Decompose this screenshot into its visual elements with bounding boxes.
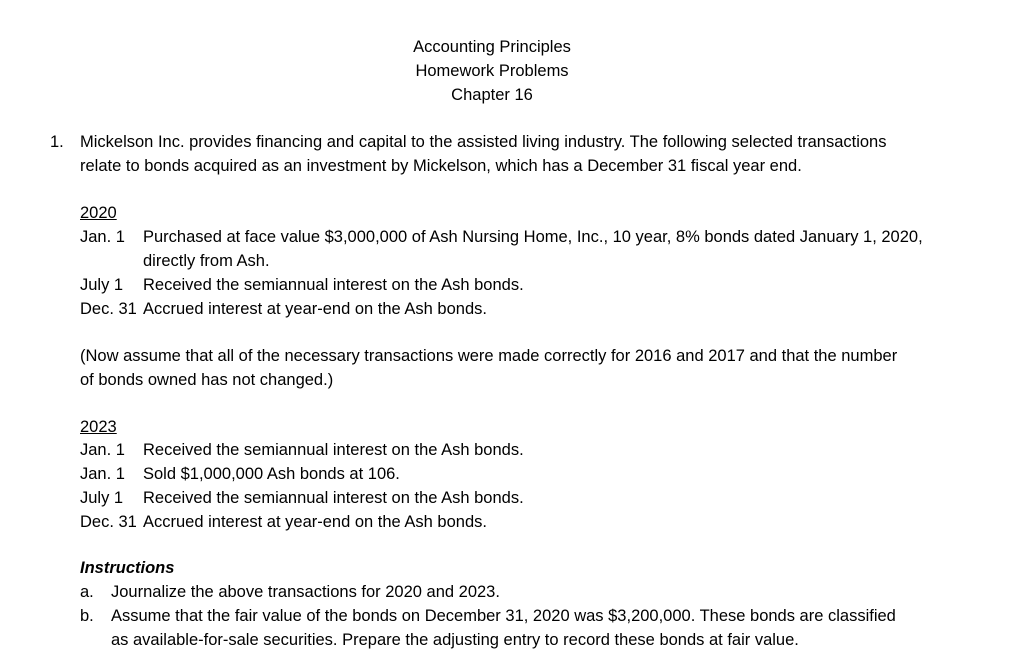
- problem-number: 1.: [50, 133, 64, 151]
- course-title: Accounting Principles: [413, 38, 571, 56]
- transaction-date: Jan. 1: [80, 465, 125, 483]
- transaction-description: Purchased at face value $3,000,000 of Ash Nursing Home, Inc., 10 year, 8% bonds dated January 1, 2020,: [143, 228, 923, 246]
- transaction-date: Jan. 1: [80, 441, 125, 459]
- assumption-note-line1: (Now assume that all of the necessary transactions were made correctly for 2016 and 2017 and that the number: [80, 347, 898, 365]
- year-heading-2023: 2023: [80, 418, 117, 436]
- year-heading-2020: 2020: [80, 204, 117, 222]
- transaction-description-cont: directly from Ash.: [143, 252, 270, 270]
- assumption-note-line2: of bonds owned has not changed.): [80, 371, 334, 389]
- instruction-text-cont: as available-for-sale securities. Prepare the adjusting entry to record these bonds at fair value.: [111, 631, 799, 649]
- transaction-description: Accrued interest at year-end on the Ash bonds.: [143, 300, 487, 318]
- instruction-letter: b.: [80, 607, 94, 625]
- homework-subtitle: Homework Problems: [415, 62, 569, 80]
- problem-intro-line2: relate to bonds acquired as an investment by Mickelson, which has a December 31 fiscal year end.: [80, 157, 802, 175]
- transaction-date: Jan. 1: [80, 228, 125, 246]
- instruction-letter: a.: [80, 583, 94, 601]
- transaction-description: Received the semiannual interest on the Ash bonds.: [143, 276, 524, 294]
- transaction-description: Accrued interest at year-end on the Ash bonds.: [143, 513, 487, 531]
- transaction-date: Dec. 31: [80, 300, 137, 318]
- instruction-text: Journalize the above transactions for 2020 and 2023.: [111, 583, 500, 601]
- transaction-description: Sold $1,000,000 Ash bonds at 106.: [143, 465, 400, 483]
- transaction-date: Dec. 31: [80, 513, 137, 531]
- problem-intro-line1: Mickelson Inc. provides financing and capital to the assisted living industry. The following selected transactions: [80, 133, 887, 151]
- instruction-text: Assume that the fair value of the bonds on December 31, 2020 was $3,200,000. These bonds are classified: [111, 607, 896, 625]
- transaction-description: Received the semiannual interest on the Ash bonds.: [143, 441, 524, 459]
- transaction-date: July 1: [80, 276, 124, 294]
- chapter-label: Chapter 16: [451, 86, 533, 104]
- transaction-date: July 1: [80, 489, 124, 507]
- instructions-heading: Instructions: [80, 559, 175, 577]
- transaction-description: Received the semiannual interest on the Ash bonds.: [143, 489, 524, 507]
- document-header: [0, 35, 984, 107]
